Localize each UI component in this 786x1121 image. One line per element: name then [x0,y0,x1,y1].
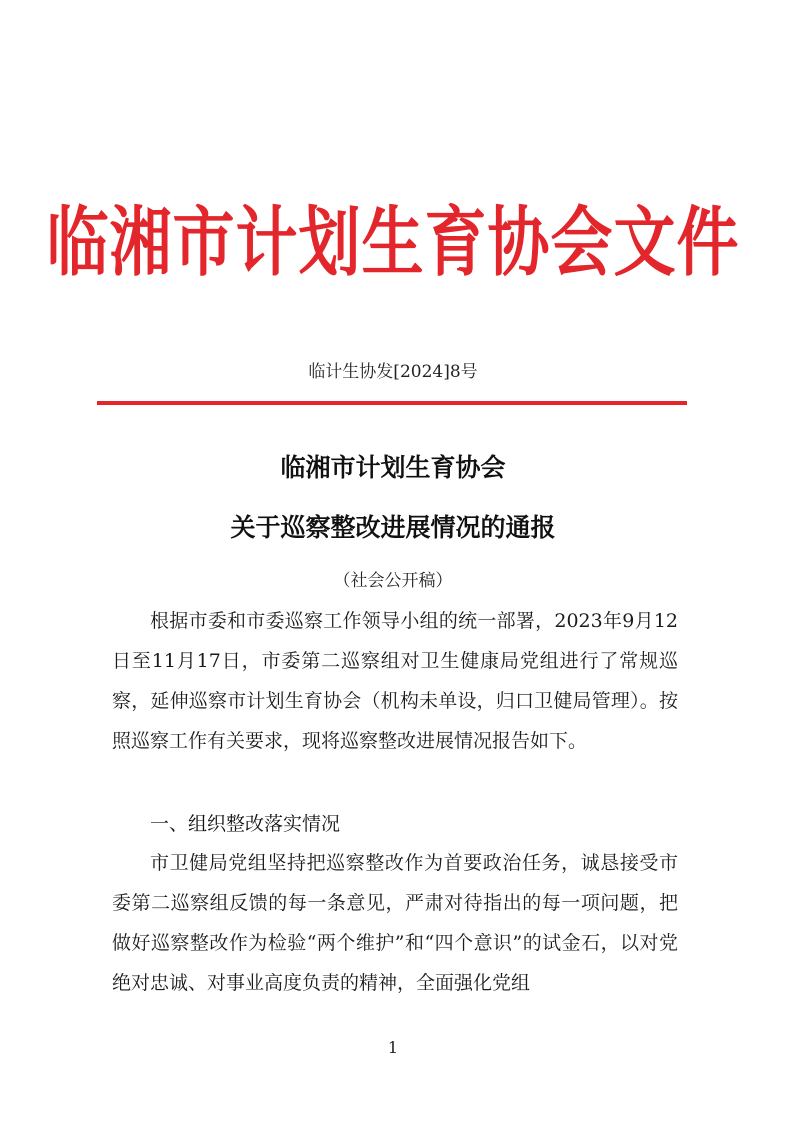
document-subtitle: （社会公开稿） [333,571,453,591]
section-paragraph: 市卫健局党组坚持把巡察整改作为首要政治任务，诚恳接受市委第二巡察组反馈的每一条意见，严肃对待指出的每一项问题，把做好巡察整改作为检验“两个维护”和“四个意识”的试金石，以对党绝对忠诚、对事业高度负责的精神，全面强化党组 [112,852,678,994]
intro-paragraph: 根据市委和市委巡察工作领导小组的统一部署，2023年9月12日至11月17日，市委第二巡察组对卫生健康局党组进行了常规巡察，延伸巡察市计划生育协会（机构未单设，归口卫健局管理）。按照巡察工作有关要求，现将巡察整改进展情况报告如下。 [112,610,678,752]
document-masthead: 临湘市计划生育协会文件 [46,197,740,287]
red-divider-rule [97,401,687,405]
section-heading: 一、组织整改落实情况 [150,813,341,835]
document-number: 临计生协发[2024]8号 [308,362,478,382]
document-title-line-1: 临湘市计划生育协会 [280,453,506,482]
document-title-line-2: 关于巡察整改进展情况的通报 [230,513,556,542]
page-number: 1 [387,1038,399,1057]
